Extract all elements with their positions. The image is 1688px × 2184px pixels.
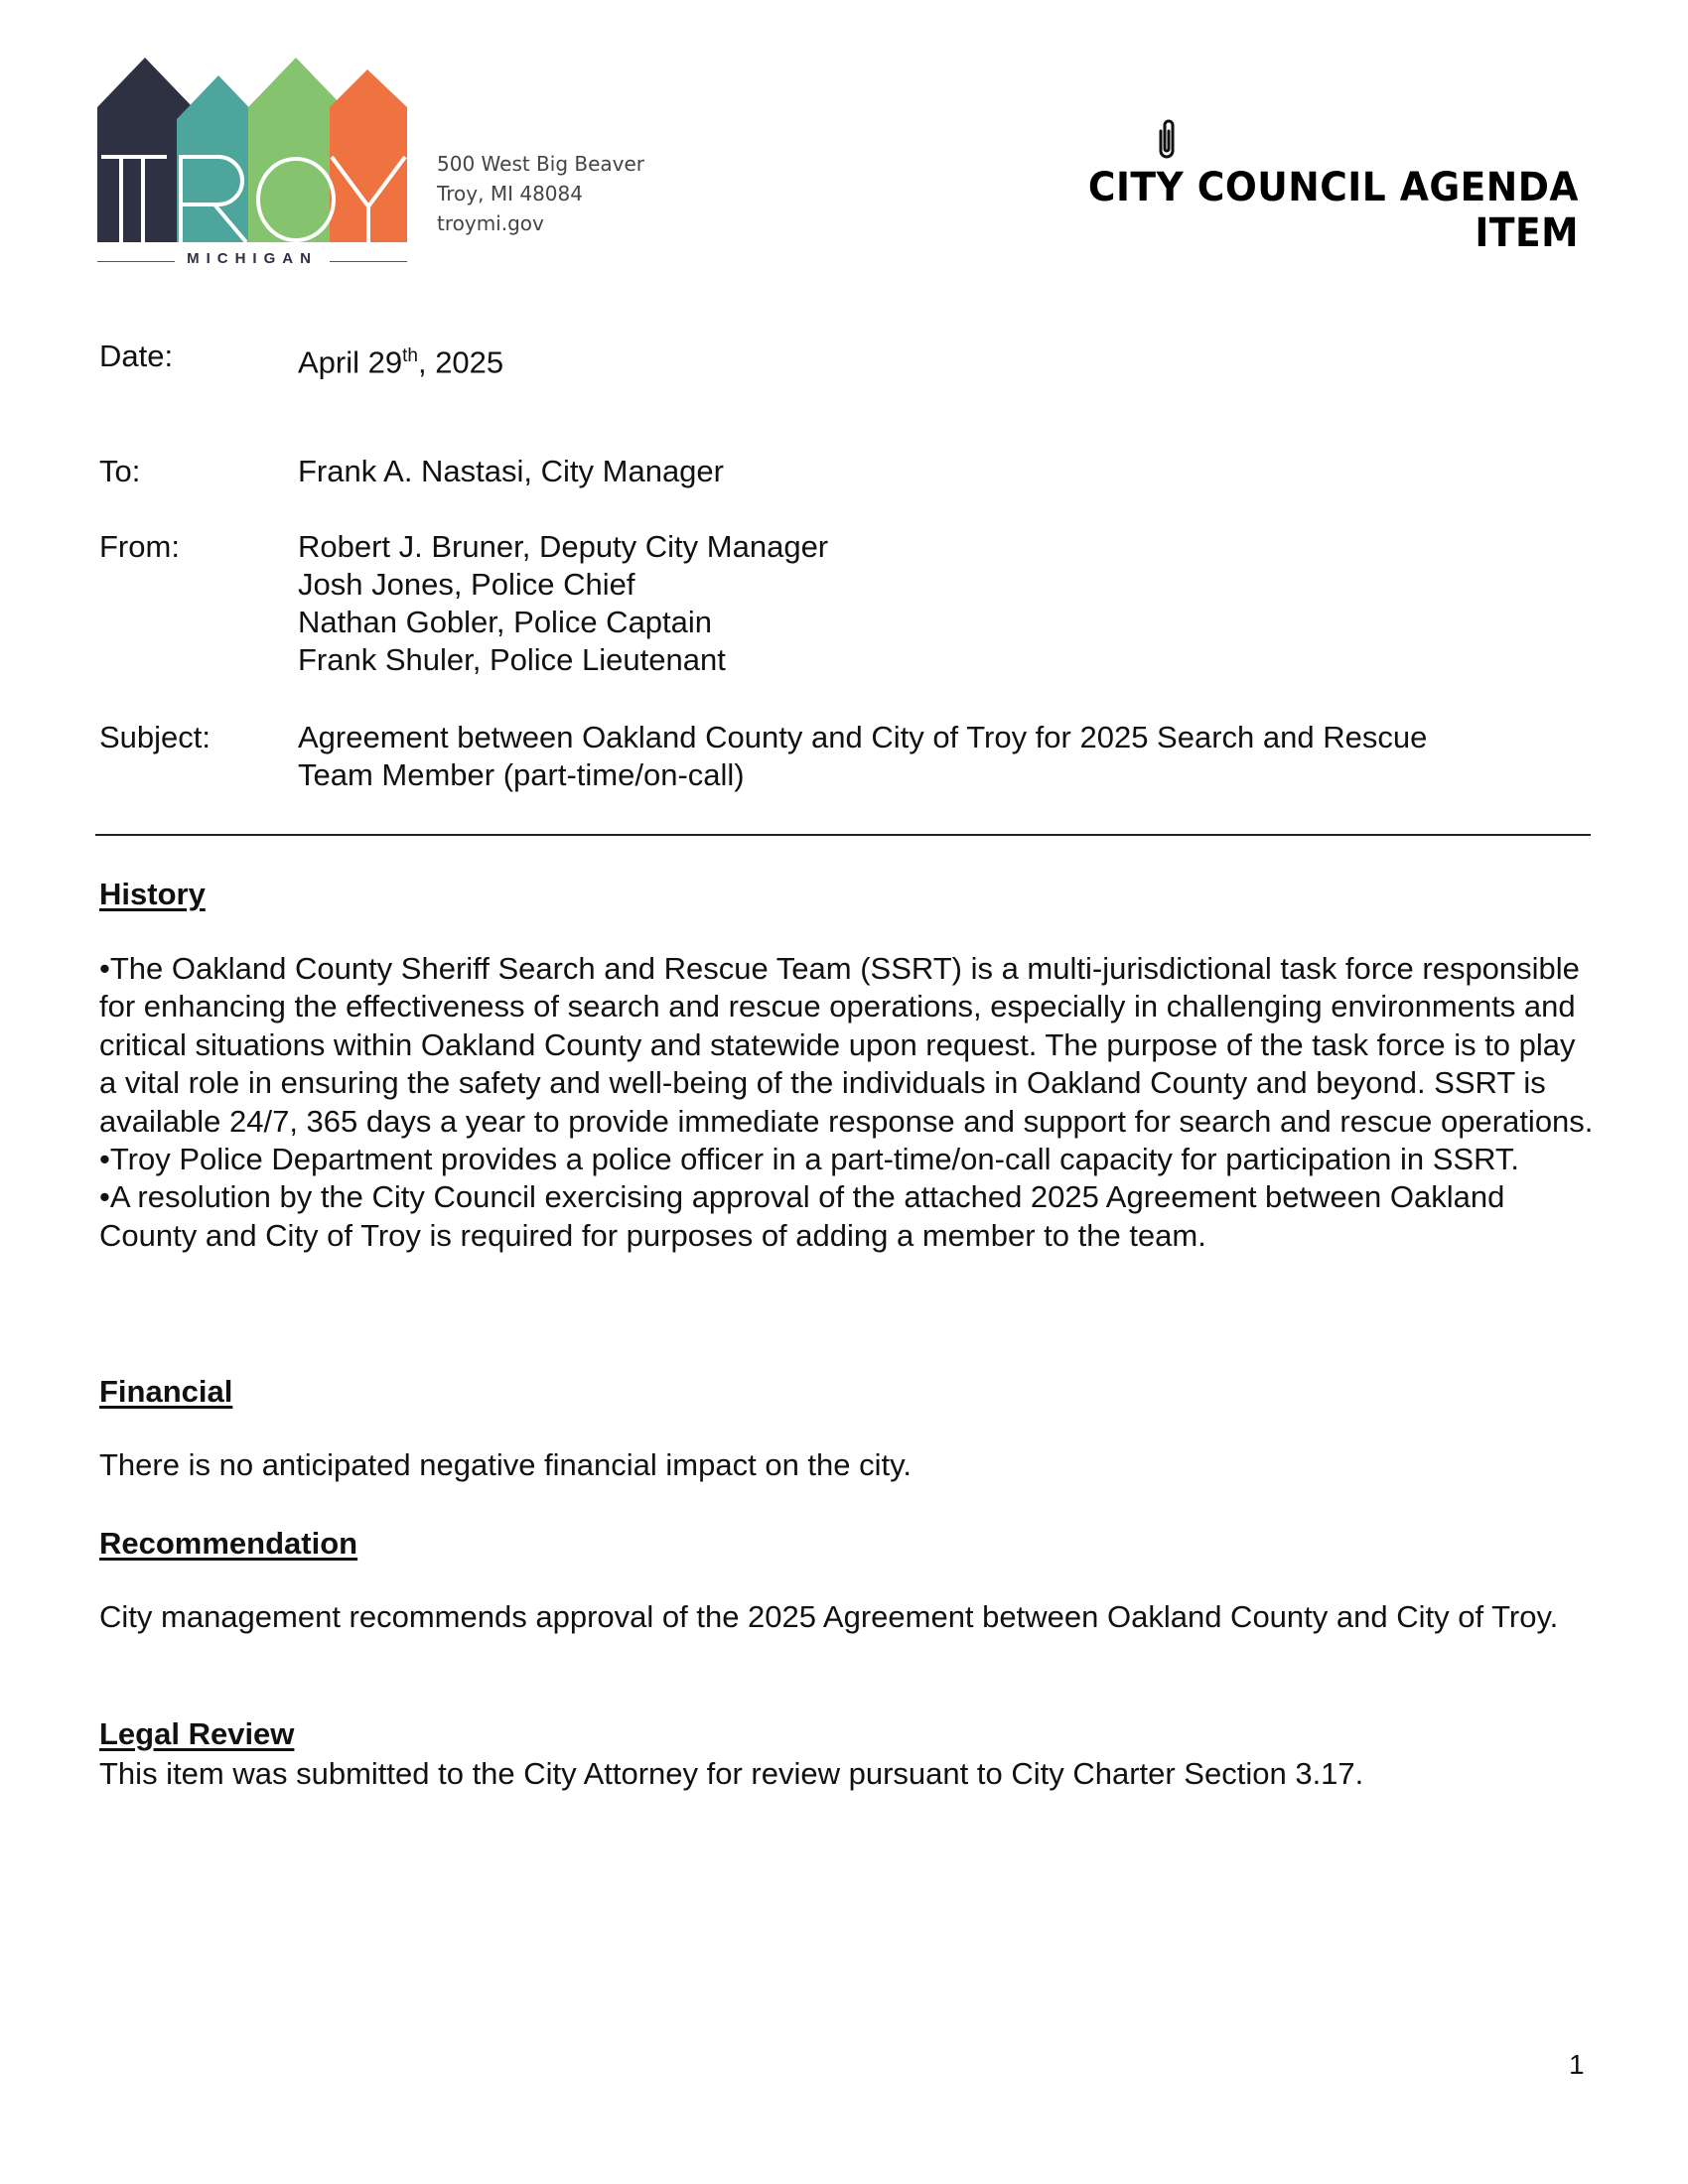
subject-line-2: Team Member (part-time/on-call) xyxy=(298,757,745,792)
legal-heading: Legal Review xyxy=(99,1716,295,1751)
address-block xyxy=(437,149,644,238)
logo-subtitle: MICHIGAN xyxy=(187,250,318,267)
troy-logo xyxy=(97,58,407,270)
recommendation-heading: Recommendation xyxy=(99,1526,358,1561)
subject-value xyxy=(298,719,1427,794)
subject-label: Subject: xyxy=(99,720,211,754)
address-line-2: Troy, MI 48084 xyxy=(437,182,583,205)
financial-heading: Financial xyxy=(99,1374,233,1409)
history-paragraph-2: •Troy Police Department provides a police officer in a part-time/on-call capacity for participation in SSRT. xyxy=(99,1142,1520,1177)
recommendation-text: City management recommends approval of the 2025 Agreement between Oakland County and City of Troy. xyxy=(99,1599,1559,1634)
address-line-3: troymi.gov xyxy=(437,211,544,235)
subject-line-1: Agreement between Oakland County and City of Troy for 2025 Search and Rescue xyxy=(298,720,1428,754)
paperclip-icon xyxy=(1155,117,1179,165)
page-title: CITY COUNCIL AGENDA ITEM xyxy=(1087,165,1579,256)
from-values xyxy=(298,528,828,679)
from-line-3: Nathan Gobler, Police Captain xyxy=(298,605,713,639)
from-label: From: xyxy=(99,529,180,564)
legal-text: This item was submitted to the City Attorney for review pursuant to City Charter Section 3.17. xyxy=(99,1756,1364,1791)
page-number: 1 xyxy=(1569,2049,1585,2080)
history-paragraph-1: •The Oakland County Sheriff Search and Rescue Team (SSRT) is a multi-jurisdictional task force responsible for enhancing the effectiveness of search and rescue operations, especially in challenging environments and critical situations within Oakland County and statewide upon request. The purpose of the task force is to play a vital role in ensuring the safety and well-being of the individuals in Oakland County and beyond. SSRT is available 24/7, 365 days a year to provide immediate response and support for search and rescue operations. xyxy=(99,951,1594,1139)
history-body xyxy=(99,950,1599,1255)
date-value: April 29th, 2025 xyxy=(298,344,504,380)
history-heading: History xyxy=(99,877,206,911)
from-line-2: Josh Jones, Police Chief xyxy=(298,567,635,602)
history-paragraph-3: •A resolution by the City Council exercising approval of the attached 2025 Agreement between Oakland County and City of Troy is required for purposes of adding a member to the team. xyxy=(99,1179,1505,1253)
address-line-1: 500 West Big Beaver xyxy=(437,152,645,176)
to-value: Frank A. Nastasi, City Manager xyxy=(298,454,724,488)
to-label: To: xyxy=(99,454,141,488)
divider xyxy=(95,834,1591,836)
financial-text: There is no anticipated negative financial impact on the city. xyxy=(99,1447,912,1482)
from-line-1: Robert J. Bruner, Deputy City Manager xyxy=(298,529,829,564)
date-label: Date: xyxy=(99,339,174,373)
from-line-4: Frank Shuler, Police Lieutenant xyxy=(298,642,726,677)
